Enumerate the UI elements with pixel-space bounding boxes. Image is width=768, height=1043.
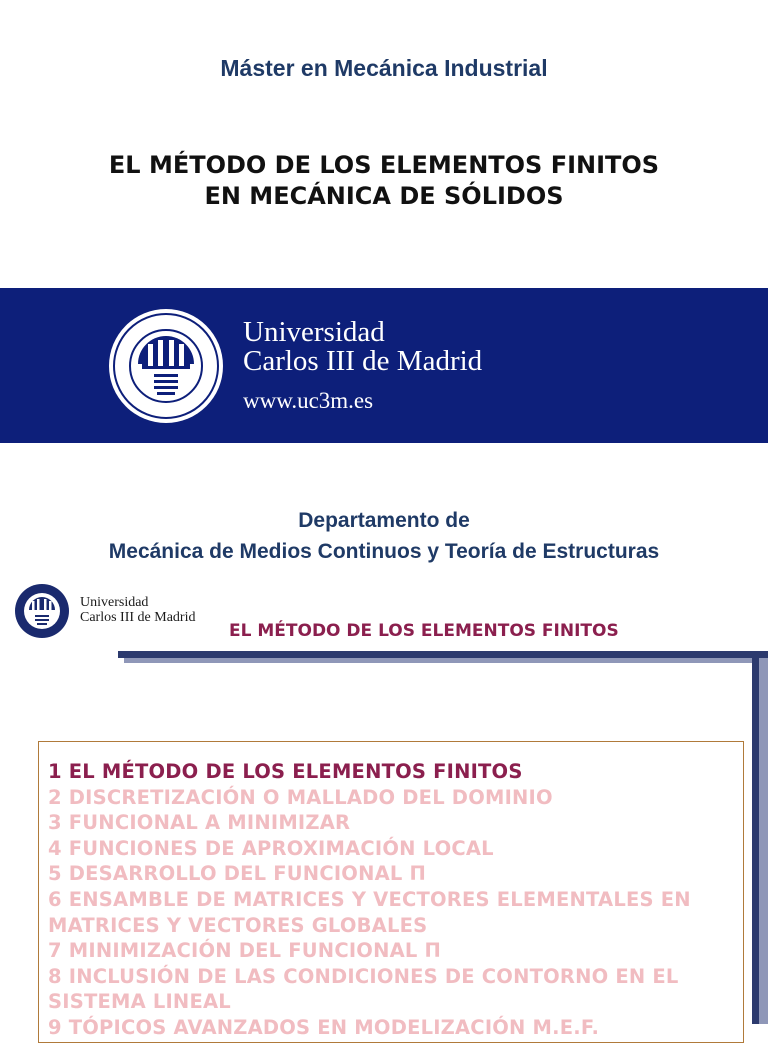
main-title-line1: EL MÉTODO DE LOS ELEMENTOS FINITOS: [108, 151, 660, 179]
department-line2: Mecánica de Medios Continuos y Teoría de Estructuras: [108, 540, 660, 563]
small-university-name-line1: Universidad: [80, 595, 149, 610]
header-rule: [118, 651, 768, 658]
index-item-4: 4 FUNCIONES DE APROXIMACIÓN LOCAL: [48, 836, 494, 860]
main-title-line2: EN MECÁNICA DE SÓLIDOS: [204, 182, 564, 210]
index-list: [39, 742, 743, 1041]
master-title: Máster en Mecánica Industrial: [220, 55, 548, 81]
side-bar: [752, 658, 759, 1024]
small-university-logo: [14, 583, 214, 641]
department-line1: Departamento de: [298, 509, 470, 532]
index-item-2: 2 DISCRETIZACIÓN O MALLADO DEL DOMINIO: [48, 785, 553, 809]
university-name: [243, 318, 482, 376]
university-name-line1: Universidad: [243, 316, 385, 348]
small-university-seal-icon: [14, 583, 70, 639]
index-item-1: 1 EL MÉTODO DE LOS ELEMENTOS FINITOS: [48, 760, 523, 783]
university-url: www.uc3m.es: [243, 388, 374, 413]
small-university-name: [80, 595, 195, 625]
department-title: [0, 505, 768, 567]
index-box: [38, 741, 744, 1043]
index-item-3: 3 FUNCIONAL A MINIMIZAR: [48, 811, 351, 835]
index-item-9: 9 TÓPICOS AVANZADOS EN MODELIZACIÓN M.E.F.: [48, 1015, 600, 1039]
index-item-5: 5 DESARROLLO DEL FUNCIONAL Π: [48, 862, 427, 886]
university-name-line2: Carlos III de Madrid: [243, 345, 483, 377]
main-title: [0, 150, 768, 212]
slide-header-title: EL MÉTODO DE LOS ELEMENTOS FINITOS: [229, 621, 619, 641]
index-item-8: 8 INCLUSIÓN DE LAS CONDICIONES DE CONTORNO EN EL SISTEMA LINEAL: [48, 964, 679, 1014]
index-item-6: 6 ENSAMBLE DE MATRICES Y VECTORES ELEMENTALES EN MATRICES Y VECTORES GLOBALES: [48, 887, 691, 937]
university-seal-icon: [108, 308, 224, 424]
university-banner: [0, 288, 768, 443]
small-university-name-line2: Carlos III de Madrid: [80, 610, 196, 625]
index-item-7: 7 MINIMIZACIÓN DEL FUNCIONAL Π: [48, 939, 442, 963]
